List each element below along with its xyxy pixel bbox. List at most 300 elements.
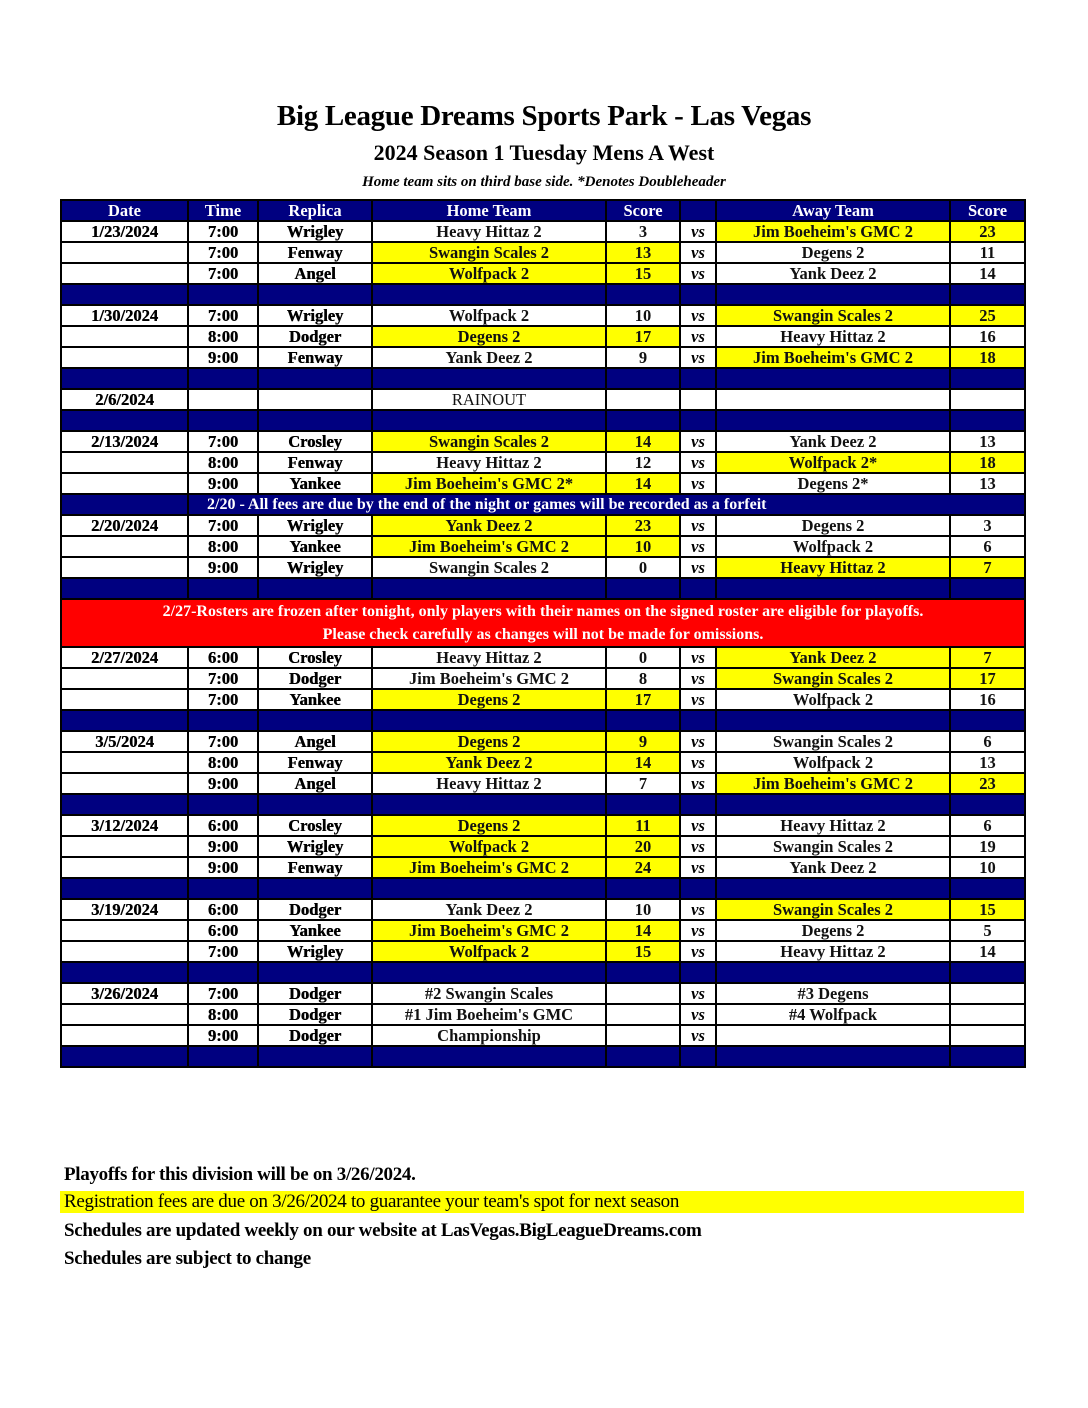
home-score-cell: 10 bbox=[606, 305, 680, 326]
separator-cell bbox=[950, 284, 1025, 305]
replica-cell: Angel bbox=[258, 773, 372, 794]
separator-cell bbox=[680, 410, 716, 431]
col-header-away-score: Score bbox=[950, 200, 1025, 221]
game-row bbox=[61, 305, 1025, 326]
separator-cell bbox=[372, 962, 606, 983]
away-score-cell: 16 bbox=[950, 326, 1025, 347]
date-cell: 2/13/2024 bbox=[61, 431, 188, 452]
separator-cell bbox=[680, 578, 716, 599]
home-score-cell bbox=[606, 1025, 680, 1046]
vs-label: vs bbox=[680, 668, 716, 689]
away-score-cell: 13 bbox=[950, 752, 1025, 773]
home-team-cell: Jim Boeheim's GMC 2 bbox=[372, 857, 606, 878]
home-team-cell: Jim Boeheim's GMC 2 bbox=[372, 536, 606, 557]
home-score-cell: 11 bbox=[606, 815, 680, 836]
separator-cell bbox=[61, 284, 188, 305]
time-cell: 9:00 bbox=[188, 557, 258, 578]
separator-row bbox=[61, 962, 1025, 983]
separator-row bbox=[61, 1046, 1025, 1067]
vs-label: vs bbox=[680, 836, 716, 857]
date-cell: 2/27/2024 bbox=[61, 647, 188, 668]
vs-label: vs bbox=[680, 1004, 716, 1025]
separator-cell bbox=[950, 878, 1025, 899]
time-cell: 9:00 bbox=[188, 857, 258, 878]
footer-subject-to-change: Schedules are subject to change bbox=[64, 1248, 311, 1269]
home-team-cell: Wolfpack 2 bbox=[372, 263, 606, 284]
home-score-cell: 14 bbox=[606, 473, 680, 494]
time-cell: 7:00 bbox=[188, 242, 258, 263]
time-cell: 8:00 bbox=[188, 452, 258, 473]
home-score-cell: 10 bbox=[606, 899, 680, 920]
away-team-cell: #3 Degens bbox=[716, 983, 950, 1004]
date-cell: 1/30/2024 bbox=[61, 305, 188, 326]
home-score-cell: 10 bbox=[606, 536, 680, 557]
date-cell bbox=[61, 1025, 188, 1046]
game-row bbox=[61, 857, 1025, 878]
separator-row bbox=[61, 794, 1025, 815]
game-row bbox=[61, 1004, 1025, 1025]
empty-cell bbox=[716, 389, 950, 410]
away-score-cell: 3 bbox=[950, 515, 1025, 536]
home-score-cell bbox=[606, 1004, 680, 1025]
separator-cell bbox=[606, 284, 680, 305]
replica-cell: Dodger bbox=[258, 1004, 372, 1025]
time-cell: 7:00 bbox=[188, 263, 258, 284]
replica-cell: Wrigley bbox=[258, 836, 372, 857]
time-cell: 7:00 bbox=[188, 305, 258, 326]
home-team-cell: Yank Deez 2 bbox=[372, 515, 606, 536]
away-team-cell: Heavy Hittaz 2 bbox=[716, 815, 950, 836]
home-score-cell: 12 bbox=[606, 452, 680, 473]
separator-cell bbox=[372, 794, 606, 815]
home-score-cell: 17 bbox=[606, 689, 680, 710]
date-cell bbox=[61, 668, 188, 689]
separator-cell bbox=[258, 878, 372, 899]
col-header-home-score: Score bbox=[606, 200, 680, 221]
away-score-cell: 16 bbox=[950, 689, 1025, 710]
away-score-cell: 6 bbox=[950, 815, 1025, 836]
vs-label: vs bbox=[680, 731, 716, 752]
home-team-cell: #2 Swangin Scales bbox=[372, 983, 606, 1004]
game-row bbox=[61, 668, 1025, 689]
date-cell bbox=[61, 752, 188, 773]
replica-cell: Fenway bbox=[258, 242, 372, 263]
home-score-cell: 9 bbox=[606, 347, 680, 368]
away-score-cell: 15 bbox=[950, 899, 1025, 920]
game-row bbox=[61, 1025, 1025, 1046]
date-cell bbox=[61, 941, 188, 962]
time-cell: 8:00 bbox=[188, 326, 258, 347]
away-score-cell: 5 bbox=[950, 920, 1025, 941]
vs-label: vs bbox=[680, 452, 716, 473]
home-score-cell: 0 bbox=[606, 557, 680, 578]
separator-cell bbox=[716, 578, 950, 599]
home-team-cell: Heavy Hittaz 2 bbox=[372, 647, 606, 668]
replica-cell: Wrigley bbox=[258, 305, 372, 326]
date-cell bbox=[61, 920, 188, 941]
away-score-cell: 13 bbox=[950, 431, 1025, 452]
date-cell bbox=[61, 326, 188, 347]
footer-playoffs: Playoffs for this division will be on 3/26/2024. bbox=[64, 1164, 416, 1185]
home-score-cell bbox=[606, 983, 680, 1004]
vs-label: vs bbox=[680, 920, 716, 941]
away-score-cell: 14 bbox=[950, 263, 1025, 284]
notice-text: 2/20 - All fees are due by the end of the night or games will be recorded as a forfeit bbox=[188, 494, 1025, 515]
separator-cell bbox=[188, 410, 258, 431]
page-title: Big League Dreams Sports Park - Las Vegas bbox=[276, 100, 812, 132]
alert-line-2: Please check carefully as changes will not be made for omissions. bbox=[322, 626, 764, 643]
vs-label: vs bbox=[680, 1025, 716, 1046]
separator-cell bbox=[680, 710, 716, 731]
game-row bbox=[61, 920, 1025, 941]
separator-cell bbox=[606, 878, 680, 899]
time-cell: 7:00 bbox=[188, 515, 258, 536]
away-score-cell: 7 bbox=[950, 647, 1025, 668]
separator-cell bbox=[950, 710, 1025, 731]
separator-cell bbox=[606, 794, 680, 815]
home-score-cell: 15 bbox=[606, 941, 680, 962]
time-cell: 9:00 bbox=[188, 836, 258, 857]
date-cell: 1/23/2024 bbox=[61, 221, 188, 242]
away-team-cell: Heavy Hittaz 2 bbox=[716, 557, 950, 578]
separator-cell bbox=[606, 368, 680, 389]
separator-cell bbox=[606, 410, 680, 431]
separator-cell bbox=[716, 794, 950, 815]
time-cell: 9:00 bbox=[188, 347, 258, 368]
separator-cell bbox=[258, 962, 372, 983]
alert-row bbox=[61, 599, 1025, 647]
separator-cell bbox=[372, 1046, 606, 1067]
separator-cell bbox=[680, 284, 716, 305]
page-subtitle: 2024 Season 1 Tuesday Mens A West bbox=[373, 140, 715, 165]
separator-cell bbox=[950, 794, 1025, 815]
separator-cell bbox=[680, 1046, 716, 1067]
game-row bbox=[61, 815, 1025, 836]
time-cell: 7:00 bbox=[188, 941, 258, 962]
home-team-cell: Swangin Scales 2 bbox=[372, 242, 606, 263]
game-row bbox=[61, 899, 1025, 920]
away-team-cell: Degens 2 bbox=[716, 515, 950, 536]
game-row bbox=[61, 647, 1025, 668]
away-team-cell: Swangin Scales 2 bbox=[716, 899, 950, 920]
time-cell: 7:00 bbox=[188, 689, 258, 710]
vs-label: vs bbox=[680, 857, 716, 878]
date-cell bbox=[61, 473, 188, 494]
date-cell: 3/5/2024 bbox=[61, 731, 188, 752]
game-row bbox=[61, 347, 1025, 368]
away-team-cell: Swangin Scales 2 bbox=[716, 668, 950, 689]
game-row bbox=[61, 536, 1025, 557]
empty-cell bbox=[606, 389, 680, 410]
empty-cell bbox=[680, 389, 716, 410]
separator-cell bbox=[716, 410, 950, 431]
game-row bbox=[61, 983, 1025, 1004]
time-cell: 7:00 bbox=[188, 431, 258, 452]
date-cell bbox=[61, 836, 188, 857]
replica-cell: Wrigley bbox=[258, 557, 372, 578]
separator-cell bbox=[372, 410, 606, 431]
home-score-cell: 8 bbox=[606, 668, 680, 689]
replica-cell: Dodger bbox=[258, 1025, 372, 1046]
away-team-cell: Degens 2* bbox=[716, 473, 950, 494]
date-cell bbox=[61, 242, 188, 263]
game-row bbox=[61, 752, 1025, 773]
vs-label: vs bbox=[680, 899, 716, 920]
separator-row bbox=[61, 710, 1025, 731]
alert-cell bbox=[61, 599, 1025, 647]
separator-cell bbox=[372, 578, 606, 599]
separator-cell bbox=[716, 368, 950, 389]
col-header-replica: Replica bbox=[258, 200, 372, 221]
separator-cell bbox=[680, 962, 716, 983]
separator-cell bbox=[258, 284, 372, 305]
col-header-time: Time bbox=[188, 200, 258, 221]
separator-cell bbox=[950, 410, 1025, 431]
time-cell: 6:00 bbox=[188, 647, 258, 668]
game-row bbox=[61, 242, 1025, 263]
replica-cell: Dodger bbox=[258, 983, 372, 1004]
separator-cell bbox=[61, 578, 188, 599]
separator-cell bbox=[188, 1046, 258, 1067]
home-team-cell: Yank Deez 2 bbox=[372, 899, 606, 920]
separator-cell bbox=[188, 710, 258, 731]
home-team-cell: Degens 2 bbox=[372, 326, 606, 347]
home-team-cell: Heavy Hittaz 2 bbox=[372, 773, 606, 794]
vs-label: vs bbox=[680, 473, 716, 494]
home-score-cell: 23 bbox=[606, 515, 680, 536]
away-score-cell: 18 bbox=[950, 452, 1025, 473]
separator-cell bbox=[372, 284, 606, 305]
home-score-cell: 15 bbox=[606, 263, 680, 284]
time-cell: 9:00 bbox=[188, 773, 258, 794]
separator-cell bbox=[61, 794, 188, 815]
away-team-cell: Yank Deez 2 bbox=[716, 263, 950, 284]
separator-cell bbox=[606, 710, 680, 731]
separator-row bbox=[61, 878, 1025, 899]
schedule-body bbox=[61, 221, 1025, 1067]
away-team-cell: Swangin Scales 2 bbox=[716, 305, 950, 326]
game-row bbox=[61, 326, 1025, 347]
date-cell: 2/20/2024 bbox=[61, 515, 188, 536]
separator-cell bbox=[606, 578, 680, 599]
separator-cell bbox=[716, 710, 950, 731]
game-row bbox=[61, 557, 1025, 578]
home-team-cell: Swangin Scales 2 bbox=[372, 557, 606, 578]
separator-cell bbox=[61, 962, 188, 983]
separator-cell bbox=[258, 368, 372, 389]
separator-cell bbox=[188, 878, 258, 899]
replica-cell: Fenway bbox=[258, 452, 372, 473]
separator-cell bbox=[372, 368, 606, 389]
alert-line-1: 2/27-Rosters are frozen after tonight, only players with their names on the signed roster are eligible for playoffs. bbox=[162, 603, 924, 620]
vs-label: vs bbox=[680, 536, 716, 557]
col-header-away-team: Away Team bbox=[716, 200, 950, 221]
away-team-cell: Jim Boeheim's GMC 2 bbox=[716, 773, 950, 794]
schedule-note: Home team sits on third base side. *Denotes Doubleheader bbox=[362, 174, 726, 190]
home-team-cell: Heavy Hittaz 2 bbox=[372, 221, 606, 242]
separator-cell bbox=[61, 368, 188, 389]
home-team-cell: Wolfpack 2 bbox=[372, 836, 606, 857]
footer-registration: Registration fees are due on 3/26/2024 to guarantee your team's spot for next season bbox=[60, 1191, 1024, 1213]
home-score-cell: 14 bbox=[606, 752, 680, 773]
separator-cell bbox=[716, 284, 950, 305]
separator-cell bbox=[188, 578, 258, 599]
replica-cell: Dodger bbox=[258, 668, 372, 689]
game-row bbox=[61, 689, 1025, 710]
date-cell bbox=[61, 689, 188, 710]
away-score-cell: 23 bbox=[950, 773, 1025, 794]
away-score-cell: 14 bbox=[950, 941, 1025, 962]
game-row bbox=[61, 221, 1025, 242]
away-score-cell: 19 bbox=[950, 836, 1025, 857]
away-team-cell: Yank Deez 2 bbox=[716, 647, 950, 668]
away-team-cell bbox=[716, 1025, 950, 1046]
home-team-cell: Jim Boeheim's GMC 2 bbox=[372, 668, 606, 689]
replica-cell bbox=[258, 389, 372, 410]
replica-cell: Yankee bbox=[258, 473, 372, 494]
separator-cell bbox=[61, 1046, 188, 1067]
home-team-cell: Degens 2 bbox=[372, 731, 606, 752]
vs-label: vs bbox=[680, 221, 716, 242]
notice-row bbox=[61, 494, 1025, 515]
time-cell: 6:00 bbox=[188, 815, 258, 836]
home-team-cell: Jim Boeheim's GMC 2* bbox=[372, 473, 606, 494]
replica-cell: Yankee bbox=[258, 920, 372, 941]
vs-label: vs bbox=[680, 773, 716, 794]
replica-cell: Dodger bbox=[258, 326, 372, 347]
game-row bbox=[61, 452, 1025, 473]
home-score-cell: 24 bbox=[606, 857, 680, 878]
replica-cell: Fenway bbox=[258, 347, 372, 368]
time-cell: 7:00 bbox=[188, 983, 258, 1004]
separator-cell bbox=[950, 368, 1025, 389]
time-cell: 7:00 bbox=[188, 731, 258, 752]
separator-cell bbox=[258, 1046, 372, 1067]
col-header-date: Date bbox=[61, 200, 188, 221]
separator-cell bbox=[716, 1046, 950, 1067]
separator-cell bbox=[61, 410, 188, 431]
away-score-cell: 6 bbox=[950, 536, 1025, 557]
away-team-cell: Heavy Hittaz 2 bbox=[716, 326, 950, 347]
replica-cell: Crosley bbox=[258, 815, 372, 836]
separator-cell bbox=[258, 410, 372, 431]
col-header-home-team: Home Team bbox=[372, 200, 606, 221]
away-team-cell: Wolfpack 2 bbox=[716, 752, 950, 773]
away-score-cell: 23 bbox=[950, 221, 1025, 242]
vs-label: vs bbox=[680, 752, 716, 773]
home-team-cell: Yank Deez 2 bbox=[372, 347, 606, 368]
away-team-cell: Swangin Scales 2 bbox=[716, 836, 950, 857]
separator-cell bbox=[950, 1046, 1025, 1067]
game-row bbox=[61, 941, 1025, 962]
away-team-cell: Wolfpack 2 bbox=[716, 689, 950, 710]
home-team-cell: Wolfpack 2 bbox=[372, 305, 606, 326]
separator-cell bbox=[606, 1046, 680, 1067]
vs-label: vs bbox=[680, 326, 716, 347]
time-cell: 8:00 bbox=[188, 536, 258, 557]
vs-label: vs bbox=[680, 941, 716, 962]
date-cell bbox=[61, 452, 188, 473]
separator-cell bbox=[188, 794, 258, 815]
game-row bbox=[61, 515, 1025, 536]
vs-label: vs bbox=[680, 242, 716, 263]
date-cell bbox=[61, 347, 188, 368]
date-cell: 3/12/2024 bbox=[61, 815, 188, 836]
separator-cell bbox=[716, 962, 950, 983]
time-cell: 7:00 bbox=[188, 668, 258, 689]
time-cell: 6:00 bbox=[188, 920, 258, 941]
home-score-cell: 9 bbox=[606, 731, 680, 752]
separator-cell bbox=[950, 578, 1025, 599]
vs-label: vs bbox=[680, 689, 716, 710]
vs-label: vs bbox=[680, 515, 716, 536]
vs-label: vs bbox=[680, 557, 716, 578]
time-cell: 7:00 bbox=[188, 221, 258, 242]
date-cell bbox=[61, 557, 188, 578]
table-header-row bbox=[61, 200, 1025, 221]
date-cell: 3/26/2024 bbox=[61, 983, 188, 1004]
home-team-cell: Swangin Scales 2 bbox=[372, 431, 606, 452]
vs-label: vs bbox=[680, 263, 716, 284]
rainout-row bbox=[61, 389, 1025, 410]
game-row bbox=[61, 263, 1025, 284]
vs-label: vs bbox=[680, 983, 716, 1004]
separator-cell bbox=[188, 284, 258, 305]
time-cell: 6:00 bbox=[188, 899, 258, 920]
home-score-cell: 17 bbox=[606, 326, 680, 347]
separator-cell bbox=[258, 710, 372, 731]
empty-cell bbox=[950, 389, 1025, 410]
home-team-cell: #1 Jim Boeheim's GMC bbox=[372, 1004, 606, 1025]
rainout-label: RAINOUT bbox=[372, 389, 606, 410]
separator-cell bbox=[258, 578, 372, 599]
replica-cell: Dodger bbox=[258, 899, 372, 920]
home-team-cell: Yank Deez 2 bbox=[372, 752, 606, 773]
home-team-cell: Jim Boeheim's GMC 2 bbox=[372, 920, 606, 941]
away-team-cell: Wolfpack 2* bbox=[716, 452, 950, 473]
game-row bbox=[61, 731, 1025, 752]
game-row bbox=[61, 836, 1025, 857]
replica-cell: Fenway bbox=[258, 752, 372, 773]
replica-cell: Yankee bbox=[258, 536, 372, 557]
away-team-cell: Yank Deez 2 bbox=[716, 857, 950, 878]
home-team-cell: Heavy Hittaz 2 bbox=[372, 452, 606, 473]
home-score-cell: 0 bbox=[606, 647, 680, 668]
away-team-cell: Swangin Scales 2 bbox=[716, 731, 950, 752]
away-team-cell: Yank Deez 2 bbox=[716, 431, 950, 452]
away-score-cell: 25 bbox=[950, 305, 1025, 326]
home-score-cell: 14 bbox=[606, 920, 680, 941]
home-score-cell: 7 bbox=[606, 773, 680, 794]
separator-cell bbox=[680, 368, 716, 389]
separator-cell bbox=[188, 962, 258, 983]
time-cell bbox=[188, 389, 258, 410]
separator-row bbox=[61, 578, 1025, 599]
notice-date-cell bbox=[61, 494, 188, 515]
home-score-cell: 14 bbox=[606, 431, 680, 452]
separator-cell bbox=[61, 710, 188, 731]
separator-cell bbox=[716, 878, 950, 899]
separator-cell bbox=[680, 878, 716, 899]
separator-cell bbox=[606, 962, 680, 983]
away-team-cell: Degens 2 bbox=[716, 242, 950, 263]
separator-cell bbox=[258, 794, 372, 815]
home-team-cell: Degens 2 bbox=[372, 815, 606, 836]
away-score-cell: 18 bbox=[950, 347, 1025, 368]
separator-row bbox=[61, 368, 1025, 389]
time-cell: 9:00 bbox=[188, 1025, 258, 1046]
away-team-cell: Jim Boeheim's GMC 2 bbox=[716, 347, 950, 368]
